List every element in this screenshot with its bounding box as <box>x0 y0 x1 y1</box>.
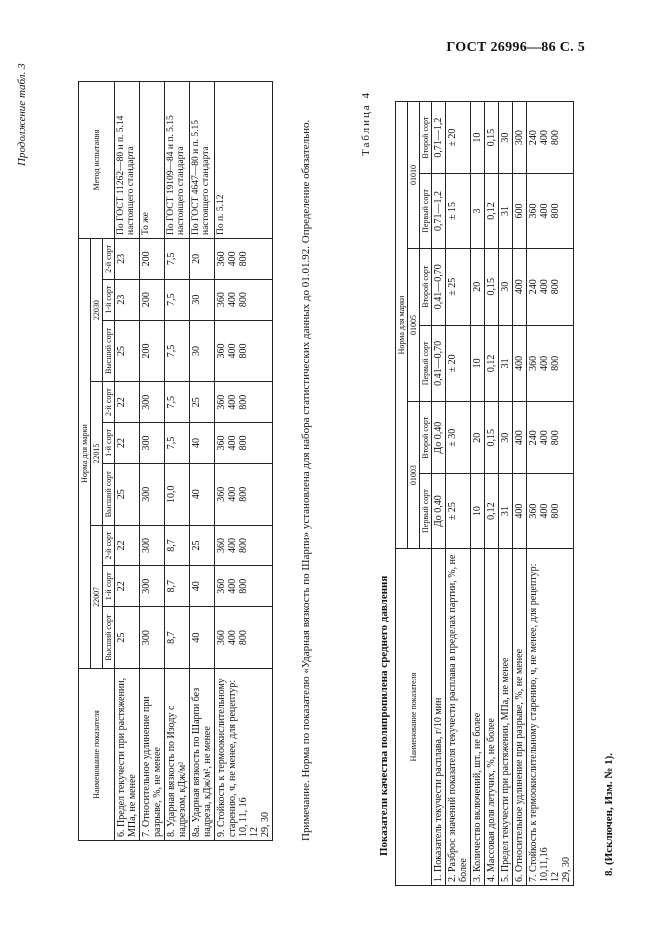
row-value: 30 <box>499 102 513 174</box>
row-name: 9. Стойкость к термоокислительному старению, ч, не менее, для рецептур: 10, 11, 16 12 29, 30 <box>215 669 273 841</box>
row-value: 22 <box>115 566 140 607</box>
row-value: ± 20 <box>446 325 471 402</box>
table-row <box>485 102 499 886</box>
row-value: 300 <box>513 102 527 174</box>
row-value: 300 <box>140 607 165 669</box>
row-value: 10 <box>471 102 485 174</box>
table-row <box>215 82 273 841</box>
row-value: 200 <box>140 279 165 320</box>
row-name: 8а. Ударная вязкость по Шарпи без надреза, кДж/м², не менее <box>190 669 215 841</box>
sort-header: 2-й сорт <box>103 239 115 280</box>
row-value: 40 <box>190 463 215 525</box>
table-row <box>190 82 215 841</box>
row-value: 360 400 800 <box>215 566 273 607</box>
header-method: Метод испытания <box>79 82 115 239</box>
sort-header: Второй сорт <box>420 402 432 474</box>
row-value: 400 <box>513 474 527 549</box>
row-value: ± 20 <box>446 102 471 174</box>
sort-header: 2-й сорт <box>103 382 115 423</box>
table-row <box>527 102 574 886</box>
row-value: 240 400 800 <box>527 402 574 474</box>
row-value: 360 400 800 <box>215 525 273 566</box>
row-value: ± 25 <box>446 248 471 325</box>
row-value: 30 <box>190 320 215 382</box>
row-value: 360 400 800 <box>527 474 574 549</box>
row-value: 360 400 800 <box>215 239 273 280</box>
row-method: То же <box>140 82 165 239</box>
row-method: По п. 5.12 <box>215 82 273 239</box>
sort-header: Первый сорт <box>420 174 432 249</box>
row-value: 40 <box>190 423 215 464</box>
continued-label: Продолжение табл. 3 <box>16 63 28 166</box>
row-value: 0,12 <box>485 174 499 249</box>
row-value: 8,7 <box>165 525 190 566</box>
row-value: 7,5 <box>165 423 190 464</box>
row-value: 7,5 <box>165 382 190 423</box>
row-value: 600 <box>513 174 527 249</box>
footnote: 8. (Исключен, Изм. № 1). <box>603 752 615 876</box>
row-value: 30 <box>499 402 513 474</box>
row-value: 360 400 800 <box>527 325 574 402</box>
grade-header: 22030 <box>91 239 103 382</box>
grade-header: 01005 <box>408 248 420 401</box>
row-value: 31 <box>499 174 513 249</box>
row-value: 40 <box>190 566 215 607</box>
sort-header: Первый сорт <box>420 325 432 402</box>
page-header: ГОСТ 26996—86 С. 5 <box>446 40 585 55</box>
row-value: 360 400 800 <box>215 423 273 464</box>
sort-header: Первый сорт <box>420 474 432 549</box>
row-value: 31 <box>499 474 513 549</box>
row-value: 7,5 <box>165 239 190 280</box>
grade-header: 22007 <box>91 525 103 668</box>
row-value: 8,7 <box>165 607 190 669</box>
row-value: 360 400 800 <box>215 320 273 382</box>
row-value: ± 15 <box>446 174 471 249</box>
row-value: 0,12 <box>485 474 499 549</box>
table-row <box>471 102 485 886</box>
header-norm: Норма для марки <box>396 102 408 549</box>
row-value: 200 <box>140 320 165 382</box>
header-name: Наименование показателя <box>79 669 115 841</box>
grade-header: 22015 <box>91 382 103 525</box>
table-row <box>513 102 527 886</box>
sort-header: Высший сорт <box>103 320 115 382</box>
sort-header: 2-й сорт <box>103 525 115 566</box>
row-value: 20 <box>471 402 485 474</box>
row-name: 8. Ударная вязкость по Изоду с надрезом, кДж/м² <box>165 669 190 841</box>
row-value: 25 <box>190 382 215 423</box>
row-value: 0,15 <box>485 248 499 325</box>
sort-header: Высший сорт <box>103 463 115 525</box>
row-value: 0,41—0,70 <box>432 248 446 325</box>
row-value: 25 <box>115 463 140 525</box>
table-row <box>499 102 513 886</box>
row-value: 240 400 800 <box>527 102 574 174</box>
row-value: До 0,40 <box>432 474 446 549</box>
row-value: 360 400 800 <box>215 382 273 423</box>
row-value: 3 <box>471 174 485 249</box>
table-row <box>165 82 190 841</box>
row-value: 30 <box>499 248 513 325</box>
grade-header: 01010 <box>408 102 420 249</box>
row-value: 0,71—1,2 <box>432 174 446 249</box>
row-value: 10 <box>471 474 485 549</box>
row-value: 25 <box>190 525 215 566</box>
header-name: Наименование показателя <box>396 549 432 886</box>
row-value: 0,12 <box>485 325 499 402</box>
table-row <box>446 102 471 886</box>
row-method: По ГОСТ 11262—80 и п. 5.14 настоящего стандарта <box>115 82 140 239</box>
row-value: 22 <box>115 423 140 464</box>
row-value: 400 <box>513 248 527 325</box>
row-value: 25 <box>115 607 140 669</box>
sort-header: 1-й сорт <box>103 423 115 464</box>
row-value: 40 <box>190 607 215 669</box>
row-name: 2. Разброс значений показателя текучести расплава в пределах партии, %, не более <box>446 549 471 886</box>
table-note: Примечание. Норма по показателю «Ударная вязкость по Шарпи» установлена для набора статистических данных до 01.01.92. Определение обязательно. <box>300 119 312 841</box>
row-name: 7. Стойкость к термоокислительному старению, ч, не менее, для рецептур: 10,11,16 12 29, 30 <box>527 549 574 886</box>
row-name: 1. Показатель текучести расплава, г/10 мин <box>432 549 446 886</box>
row-value: ± 25 <box>446 474 471 549</box>
table-row <box>432 102 446 886</box>
row-value: 23 <box>115 239 140 280</box>
row-value: 360 400 800 <box>215 463 273 525</box>
row-value: 300 <box>140 463 165 525</box>
row-value: До 0,40 <box>432 402 446 474</box>
sort-header: Высший сорт <box>103 607 115 669</box>
row-value: 300 <box>140 525 165 566</box>
row-name: 7. Относительное удлинение при разрыве, %, не менее <box>140 669 165 841</box>
row-value: 0,71—1,2 <box>432 102 446 174</box>
grade-header: 01003 <box>408 402 420 549</box>
row-value: 7,5 <box>165 279 190 320</box>
sort-header: Второй сорт <box>420 248 432 325</box>
row-value: 0,41—0,70 <box>432 325 446 402</box>
row-value: 8,7 <box>165 566 190 607</box>
row-value: 0,15 <box>485 402 499 474</box>
row-value: 300 <box>140 566 165 607</box>
row-name: 4. Массовая доля летучих, %, не более <box>485 549 499 886</box>
sort-header: 1-й сорт <box>103 566 115 607</box>
table-row <box>140 82 165 841</box>
row-value: 10,0 <box>165 463 190 525</box>
row-method: По ГОСТ 4647—80 и п. 5.15 настоящего стандарта <box>190 82 215 239</box>
row-value: 360 400 800 <box>527 174 574 249</box>
table-3 <box>78 81 273 841</box>
row-value: 360 400 800 <box>215 279 273 320</box>
row-method: По ГОСТ 19109—84 и п. 5.15 настоящего стандарта <box>165 82 190 239</box>
row-value: 7,5 <box>165 320 190 382</box>
row-value: 240 400 800 <box>527 248 574 325</box>
row-value: 300 <box>140 423 165 464</box>
sort-header: Второй сорт <box>420 102 432 174</box>
row-value: 300 <box>140 382 165 423</box>
row-value: 10 <box>471 325 485 402</box>
row-value: 0,15 <box>485 102 499 174</box>
row-value: 30 <box>190 279 215 320</box>
row-name: 3. Количество включений, шт., не более <box>471 549 485 886</box>
row-value: 400 <box>513 402 527 474</box>
row-name: 6. Относительное удлинение при разрыве, %, не менее <box>513 549 527 886</box>
sort-header: 1-й сорт <box>103 279 115 320</box>
row-value: 25 <box>115 320 140 382</box>
header-norm: Норма для марки <box>79 239 91 669</box>
table-4-title: Показатели качества полипропилена среднего давления <box>378 575 390 856</box>
row-value: 31 <box>499 325 513 402</box>
row-value: 20 <box>190 239 215 280</box>
row-name: 5. Предел текучести при растяжении, МПа, не менее <box>499 549 513 886</box>
table-row <box>115 82 140 841</box>
row-value: ± 30 <box>446 402 471 474</box>
row-value: 22 <box>115 525 140 566</box>
row-value: 22 <box>115 382 140 423</box>
table-4 <box>395 101 574 886</box>
row-value: 23 <box>115 279 140 320</box>
row-value: 400 <box>513 325 527 402</box>
row-name: 6. Предел текучести при растяжении, МПа, не менее <box>115 669 140 841</box>
table-4-label: Таблица 4 <box>360 90 372 156</box>
row-value: 20 <box>471 248 485 325</box>
row-value: 360 400 800 <box>215 607 273 669</box>
row-value: 200 <box>140 239 165 280</box>
